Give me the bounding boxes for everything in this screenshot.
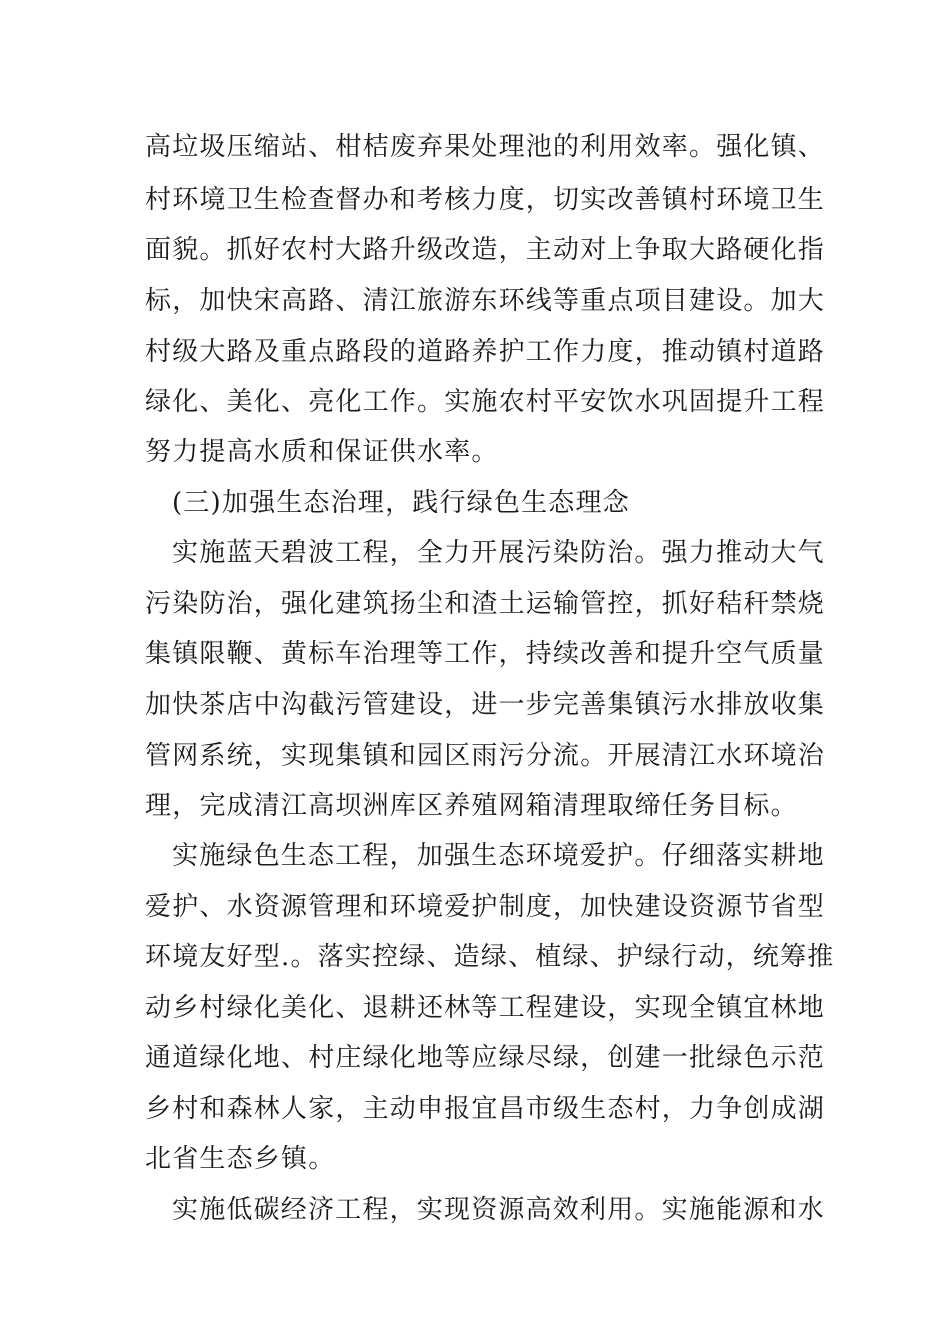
- paragraph-line: 实施低碳经济工程，实现资源高效利用。实施能源和水: [172, 1195, 825, 1225]
- paragraph-line: 动乡村绿化美化、退耕还林等工程建设，实现全镇宜林地: [145, 993, 826, 1023]
- paragraph-line: 村级大路及重点路段的道路养护工作力度，推动镇村道路: [145, 337, 826, 367]
- paragraph-line: 爱护、水资源管理和环境爱护制度，加快建设资源节省型: [145, 892, 826, 922]
- section-heading: (三)加强生态治理，践行绿色生态理念: [172, 488, 630, 518]
- paragraph-line: 实施绿色生态工程，加强生态环境爱护。仔细落实耕地: [172, 841, 825, 871]
- paragraph-line: 努力提高水质和保证供水率。: [145, 437, 499, 467]
- paragraph-line: 污染防治，强化建筑扬尘和渣土运输管控，抓好秸秆禁烧: [145, 589, 826, 619]
- paragraph-line: 北省生态乡镇。: [145, 1144, 336, 1174]
- paragraph-line: 加快茶店中沟截污管建设，进一步完善集镇污水排放收集: [145, 690, 826, 720]
- paragraph-line: 乡村和森林人家，主动申报宜昌市级生态村，力争创成湖: [145, 1094, 826, 1124]
- paragraph-line: 村环境卫生检查督办和考核力度，切实改善镇村环境卫生: [145, 185, 826, 215]
- paragraph-line: 面貌。抓好农村大路升级改造，主动对上争取大路硬化指: [145, 235, 826, 265]
- paragraph-line: 高垃圾压缩站、柑桔废弃果处理池的利用效率。强化镇、: [145, 132, 826, 162]
- paragraph-line: 通道绿化地、村庄绿化地等应绿尽绿，创建一批绿色示范: [145, 1043, 826, 1073]
- paragraph-line: 绿化、美化、亮化工作。实施农村平安饮水巩固提升工程: [145, 387, 826, 417]
- paragraph-line: 环境友好型.。落实控绿、造绿、植绿、护绿行动，统筹推: [145, 942, 835, 972]
- paragraph-line: 集镇限鞭、黄标车治理等工作，持续改善和提升空气质量: [145, 639, 826, 669]
- paragraph-line: 实施蓝天碧波工程，全力开展污染防治。强力推动大气: [172, 538, 825, 568]
- paragraph-line: 管网系统，实现集镇和园区雨污分流。开展清江水环境治: [145, 741, 826, 771]
- paragraph-line: 理，完成清江高坝洲库区养殖网箱清理取缔任务目标。: [145, 791, 798, 821]
- paragraph-line: 标，加快宋高路、清江旅游东环线等重点项目建设。加大: [145, 286, 826, 316]
